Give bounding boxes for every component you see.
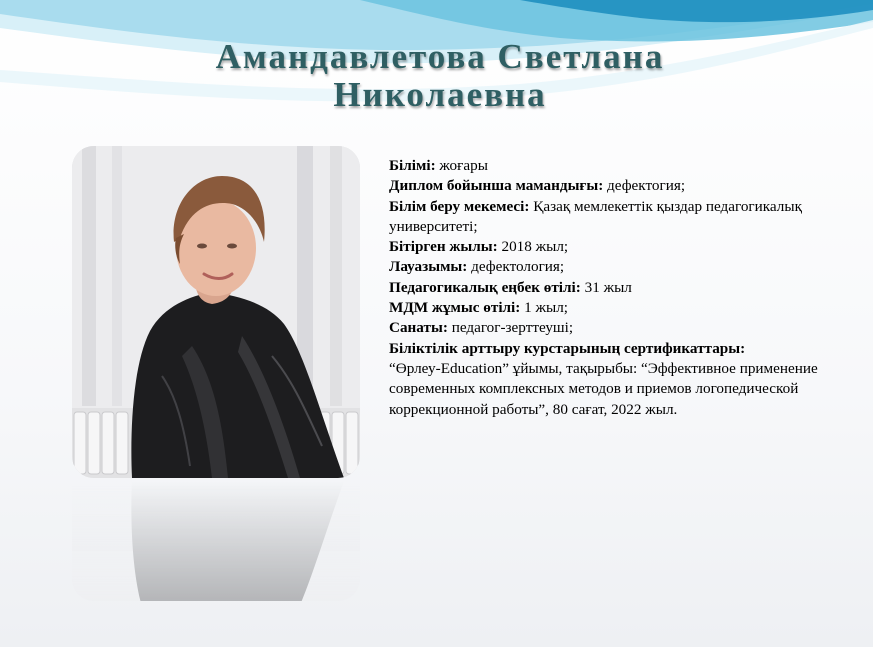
info-certificates-label: Біліктілік арттыру курстарының сертификаттары: (389, 339, 746, 357)
info-institution: Білім беру мекемесі: Қазақ мемлекеттік қыздар педагогикалық университеті; (389, 197, 802, 235)
info-work: МДМ жұмыс өтілі: 1 жыл; (389, 299, 569, 317)
info-certificates-value: “Өрлеу-Education” ұйымы, тақырыбы: “Эффективное применение современных комплексных методов и приемов логопедической коррекционной работы”, 80 сағат, 2022 жыл. (389, 359, 818, 418)
info-experience: Педагогикалық еңбек өтілі: 31 жыл (389, 278, 632, 296)
portrait-photo (72, 146, 360, 478)
portrait-illustration (72, 146, 360, 478)
page-title (130, 38, 750, 114)
info-graduation: Бітірген жылы: 2018 жыл; (389, 238, 569, 256)
info-category: Санаты: педагог-зерттеуші; (389, 319, 574, 337)
info-position: Лауазымы: дефектология; (389, 258, 565, 276)
portrait-reflection (72, 481, 360, 601)
info-specialty: Диплом бойынша мамандығы: дефектогия; (389, 177, 686, 195)
title-line-2: Николаевна (333, 75, 547, 114)
title-line-1: Амандавлетова Светлана (215, 37, 665, 76)
profile-info (389, 156, 859, 420)
info-education: Білімі: жоғары (389, 157, 488, 174)
